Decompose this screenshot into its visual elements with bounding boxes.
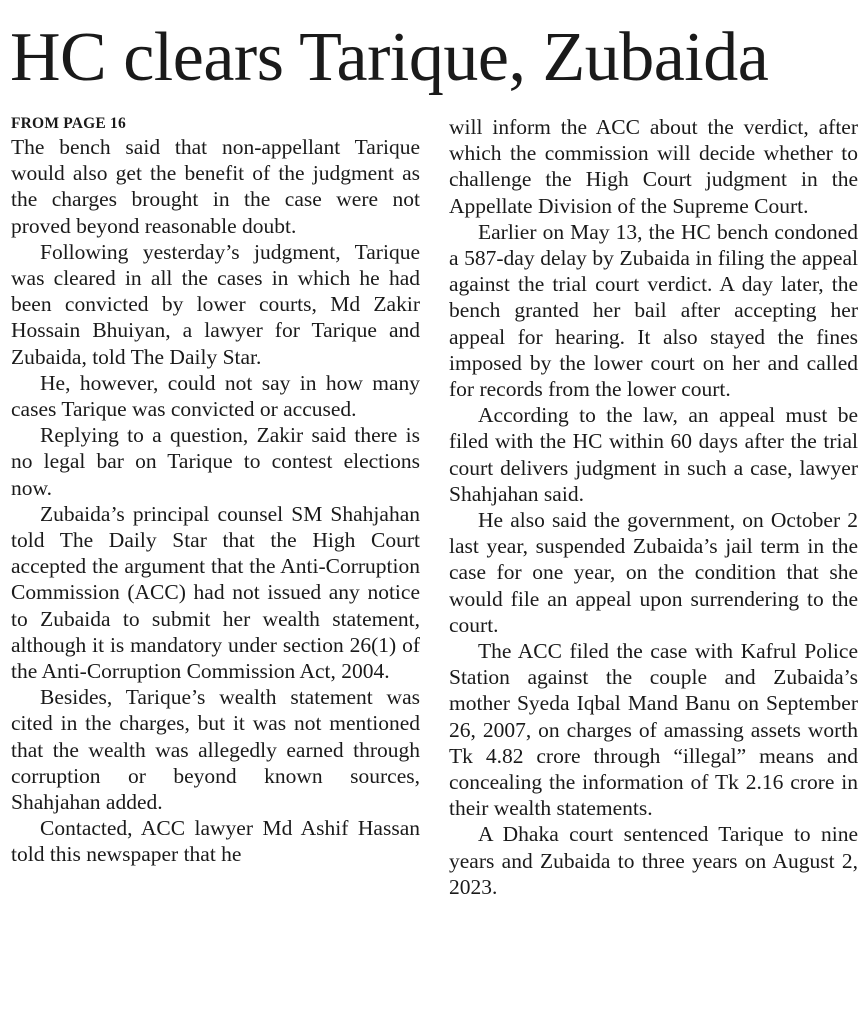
article-column-left	[11, 114, 420, 1014]
paragraph: The ACC filed the case with Kafrul Police Station against the couple and Zubaida’s mother Syeda Iqbal Mand Banu on September 26, 2007, on charges of amassing assets worth Tk 4.82 crore through “illegal” means and concealing the information of Tk 2.16 crore in their wealth statements.	[449, 639, 858, 821]
paragraph: He also said the government, on October 2 last year, suspended Zubaida’s jail term in the case for one year, on the condition that she would file an appeal upon surrendering to the court.	[449, 508, 858, 637]
article-column-right	[449, 114, 858, 1014]
paragraph: Replying to a question, Zakir said there is no legal bar on Tarique to contest elections now.	[11, 423, 420, 500]
paragraph: Besides, Tarique’s wealth statement was cited in the charges, but it was not mentioned that the wealth was allegedly earned through corruption or beyond known sources, Shahjahan added.	[11, 685, 420, 815]
paragraph: The bench said that non-appellant Tarique would also get the benefit of the judgment as the charges brought in the case were not proved beyond reasonable doubt.	[11, 135, 420, 238]
jump-line: FROM PAGE 16	[11, 115, 126, 132]
paragraph: Contacted, ACC lawyer Md Ashif Hassan told this newspaper that he	[11, 816, 420, 867]
paragraph: He, however, could not say in how many cases Tarique was convicted or accused.	[11, 370, 420, 422]
paragraph: Zubaida’s principal counsel SM Shahjahan told The Daily Star that the High Court accepted the argument that the Anti-Corruption Commission (ACC) had not issued any notice to Zubaida to submit her wealth statement, although it is mandatory under section 26(1) of the Anti-Corruption Commission Act, 2004.	[11, 501, 420, 684]
paragraph: Following yesterday’s judgment, Tarique was cleared in all the cases in which he had been convicted by lower courts, Md Zakir Hossain Bhuiyan, a lawyer for Tarique and Zubaida, told The Daily Star.	[11, 239, 420, 369]
paragraph: According to the law, an appeal must be filed with the HC within 60 days after the trial court delivers judgment in such a case, lawyer Shahjahan said.	[449, 403, 858, 506]
paragraph: Earlier on May 13, the HC bench condoned a 587-day delay by Zubaida in filing the appeal against the trial court verdict. A day later, the bench granted her bail after accepting her appeal for hearing. It also stayed the fines imposed by the lower court on her and called for records from the lower court.	[449, 219, 858, 402]
headline: HC clears Tarique, Zubaida	[10, 19, 769, 96]
paragraph: will inform the ACC about the verdict, after which the commission will decide whether to challenge the High Court judgment in the Appellate Division of the Supreme Court.	[449, 115, 858, 218]
paragraph: A Dhaka court sentenced Tarique to nine years and Zubaida to three years on August 2, 2023.	[449, 822, 858, 899]
